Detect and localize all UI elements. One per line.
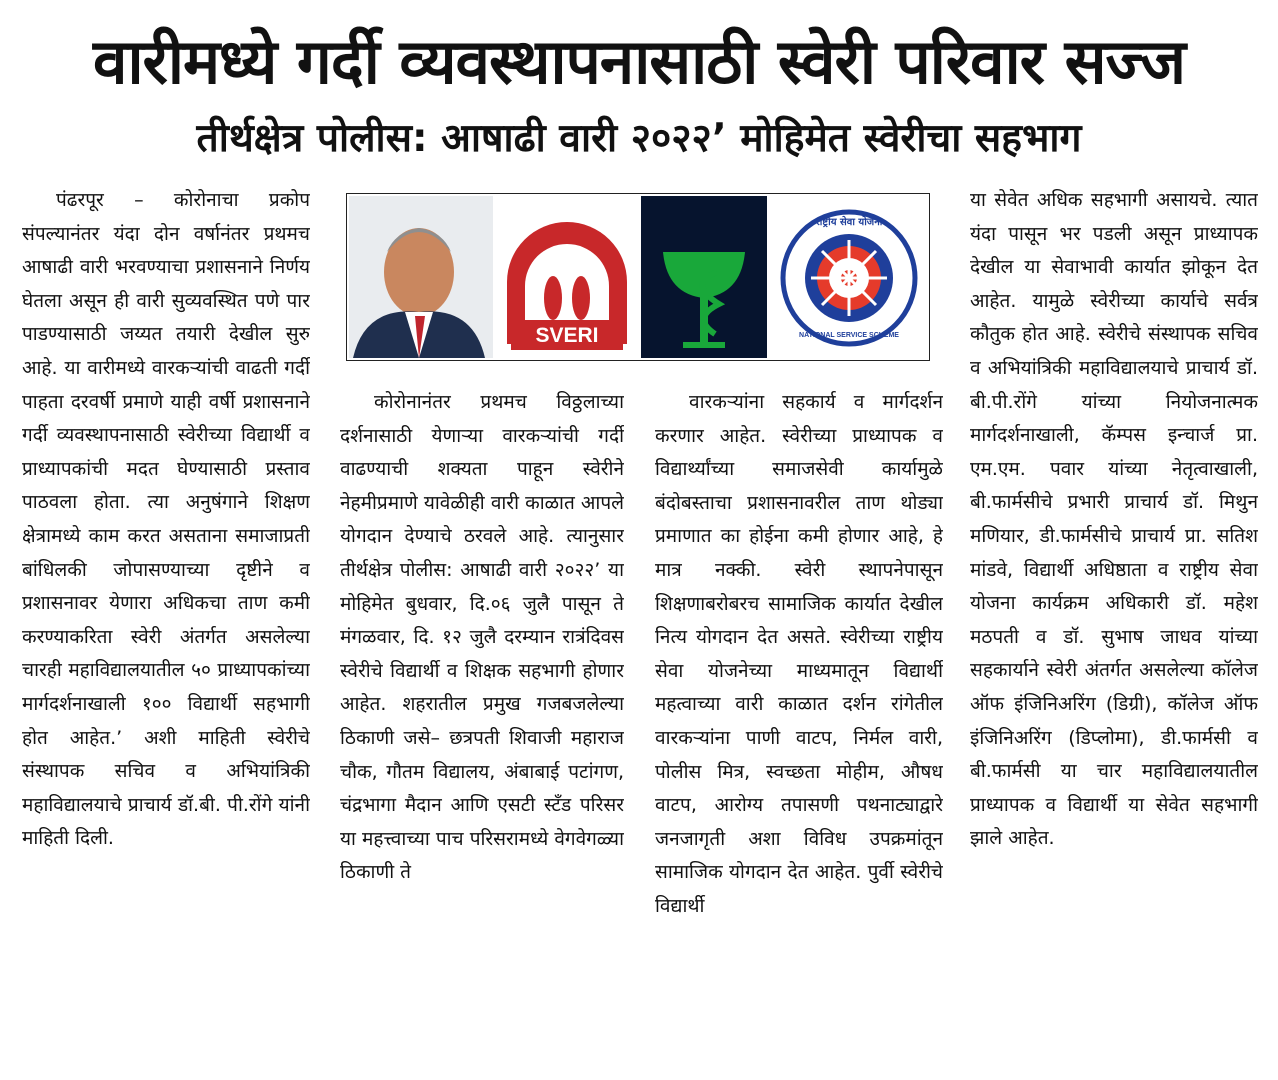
article-column-1 bbox=[22, 184, 310, 1068]
subheadline: तीर्थक्षेत्र पोलीस: आषाढी वारी २०२२’ मोहिमेत स्वेरीचा सहभाग bbox=[196, 116, 1082, 161]
article-column-3 bbox=[655, 386, 943, 1068]
sveri-logo-text: SVERI bbox=[535, 324, 599, 347]
nss-logo bbox=[771, 196, 927, 358]
photo-strip bbox=[346, 193, 930, 361]
column-2-text: कोरोनानंतर प्रथमच विठ्ठलाच्या दर्शनासाठी येणाऱ्या वारकऱ्यांची गर्दी वाढण्याची शक्यता पाहून स्वेरीने नेहमीप्रमाणे यावेळीही वारी काळात आपले योगदान देण्याचे ठरवले आहे. त्यानुसार तीर्थक्षेत्र पोलीस: आषाढी वारी २०२२’ या मोहिमेत बुधवार, दि.०६ जुलै पासून ते मंगळवार, दि. १२ जुलै दरम्यान रात्रंदिवस स्वेरीचे विद्यार्थी व शिक्षक सहभागी होणार आहेत. शहरातील प्रमुख गजबजलेल्या ठिकाणी जसे– छत्रपती शिवाजी महाराज चौक, गौतम विद्यालय, अंबाबाई पटांगण, चंद्रभागा मैदान आणि एसटी स्टँड परिसर या महत्त्वाच्या पाच परिसरामध्ये वेगवेगळ्या ठिकाणी ते bbox=[340, 391, 624, 884]
column-3-text: वारकऱ्यांना सहकार्य व मार्गदर्शन करणार आहेत. स्वेरीच्या प्राध्यापक व विद्यार्थ्यांच्या समाजसेवी कार्यामुळे बंदोबस्ताचा प्रशासनावरील ताण थोड्या प्रमाणात का होईना कमी होणार आहे, हे मात्र नक्की. स्वेरी स्थापनेपासून शिक्षणाबरोबरच सामाजिक कार्यात देखील नित्य योगदान देत असते. स्वेरीच्या राष्ट्रीय सेवा योजनेच्या माध्यमातून विद्यार्थी महत्वाच्या वारी काळात दर्शन रांगेतील वारकऱ्यांना पाणी वाटप, निर्मल वारी, पोलीस मित्र, स्वच्छता मोहीम, औषध वाटप, आरोग्य तपासणी पथनाट्याद्वारे जनजागृती अशा विविध उपक्रमांतून सामाजिक योगदान देत आहेत. पुर्वी स्वेरीचे विद्यार्थी bbox=[655, 391, 943, 917]
article-column-4 bbox=[970, 184, 1258, 1068]
nss-logo-subtext: NATIONAL SERVICE SCHEME bbox=[799, 332, 899, 339]
pharmacy-symbol-icon bbox=[641, 196, 767, 358]
photo-strip-graphics bbox=[347, 194, 929, 360]
column-1-text: पंढरपूर – कोरोनाचा प्रकोप संपल्यानंतर यंदा दोन वर्षानंतर प्रथमच आषाढी वारी भरवण्याचा प्रशासनाने निर्णय घेतला असून ही वारी सुव्यवस्थित पणे पार पाडण्यासाठी जय्यत तयारी देखील सुरु आहे. या वारीमध्ये वारकऱ्यांची वाढती गर्दी पाहता दरवर्षी प्रमाणे याही वर्षी प्रशासनाने गर्दी व्यवस्थापनासाठी स्वेरीच्या विद्यार्थी व प्राध्यापकांची मदत घेण्यासाठी प्रस्ताव पाठवला होता. त्या अनुषंगाने शिक्षण क्षेत्रामध्ये काम करत असताना समाजाप्रती बांधिलकी जोपासण्याच्या दृष्टीने व प्रशासनावर येणारा अधिकचा ताण कमी करण्याकरिता स्वेरी अंतर्गत असलेल्या चारही महाविद्यालयातील ५० प्राध्यापकांच्या मार्गदर्शनाखाली १०० विद्यार्थी सहभागी होत आहेत.’ अशी माहिती स्वेरीचे संस्थापक सचिव व अभियांत्रिकी महाविद्यालयाचे प्राचार्य डॉ.बी. पी.रोंगे यांनी माहिती दिली. bbox=[22, 189, 310, 850]
article-column-2 bbox=[340, 386, 624, 1068]
column-4-text: या सेवेत अधिक सहभागी असायचे. त्यात यंदा पासून भर पडली असून प्राध्यापक देखील या सेवाभावी कार्यात झोकून देत आहेत. यामुळे स्वेरीच्या कार्याचे सर्वत्र कौतुक होत आहे. स्वेरीचे संस्थापक सचिव व अभियांत्रिकी महाविद्यालयाचे प्राचार्य डॉ. बी.पी.रोंगे यांच्या नियोजनात्मक मार्गदर्शनाखाली, कॅम्पस इन्चार्ज प्रा. एम.एम. पवार यांच्या नेतृत्वाखाली, बी.फार्मसीचे प्रभारी प्राचार्य डॉ. मिथुन मणियार, डी.फार्मसीचे प्राचार्य प्रा. सतिश मांडवे, विद्यार्थी अधिष्ठाता व राष्ट्रीय सेवा योजना कार्यक्रम अधिकारी डॉ. महेश मठपती व डॉ. सुभाष जाधव यांच्या सहकार्याने स्वेरी अंतर्गत असलेल्या कॉलेज ऑफ इंजिनिअरिंग (डिग्री), कॉलेज ऑफ इंजिनिअरिंग (डिप्लोमा), डी.फार्मसी व बी.फार्मसी या चार महाविद्यालयातील प्राध्यापक व विद्यार्थी या सेवेत सहभागी झाले आहेत. bbox=[970, 189, 1258, 850]
portrait-photo bbox=[349, 196, 493, 358]
nss-logo-text: राष्ट्रीय सेवा योजना bbox=[815, 217, 883, 228]
sveri-logo bbox=[497, 196, 637, 358]
headline: वारीमध्ये गर्दी व्यवस्थापनासाठी स्वेरी परिवार सज्ज bbox=[93, 25, 1185, 98]
